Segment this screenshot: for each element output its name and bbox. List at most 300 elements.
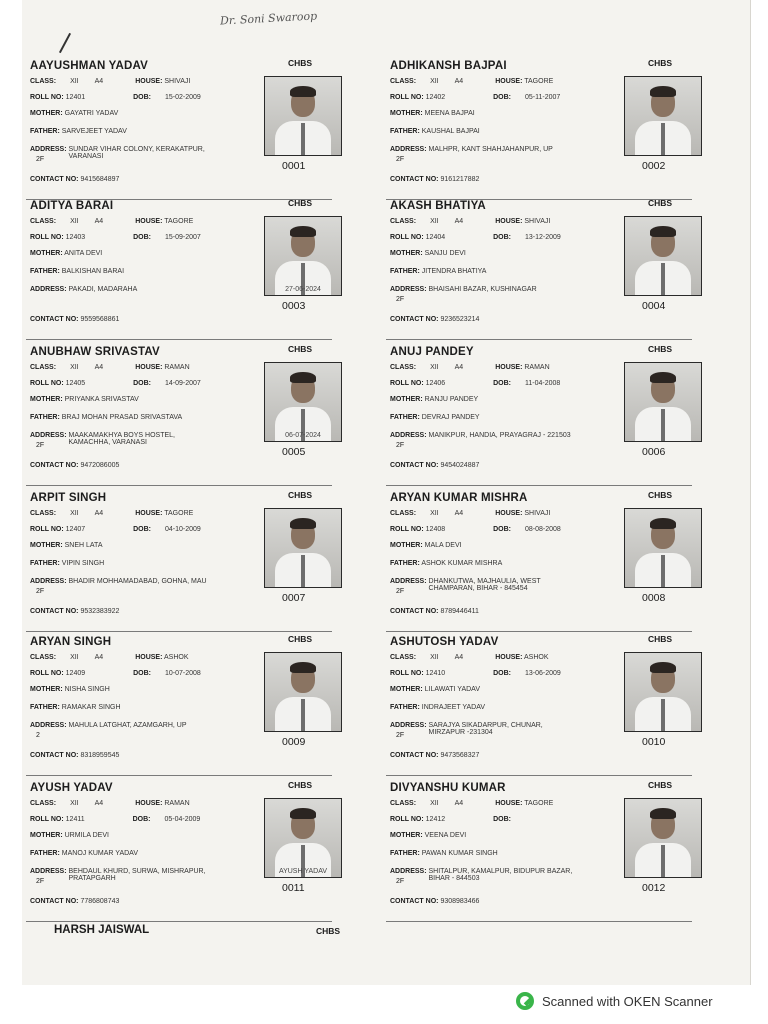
class-label: CLASS: — [30, 218, 57, 225]
student-photo — [624, 508, 702, 588]
address-row — [390, 722, 579, 736]
photo-hair — [650, 86, 676, 97]
section-value: A4 — [94, 800, 104, 807]
house-value: ASHOK — [523, 654, 549, 661]
student-card — [386, 342, 706, 480]
contact-value: 7786808743 — [80, 898, 120, 905]
address-label: ADDRESS: — [390, 432, 427, 439]
father-label: FATHER: — [30, 704, 60, 711]
address-row — [30, 578, 219, 585]
father-label: FATHER: — [30, 560, 60, 567]
roll-row — [390, 816, 525, 823]
contact-value: 9532383922 — [80, 608, 120, 615]
father-row — [30, 414, 182, 421]
roll-label: ROLL NO: — [30, 380, 64, 387]
contact-value: 9415684897 — [80, 176, 120, 183]
contact-value: 9236523214 — [440, 316, 480, 323]
mother-value: MALA DEVI — [424, 542, 462, 549]
card-divider — [26, 921, 332, 922]
roll-row — [30, 816, 200, 823]
roll-value: 12401 — [65, 94, 86, 101]
mother-value: SANJU DEVI — [424, 250, 466, 257]
class-row — [30, 510, 193, 517]
mother-label: MOTHER: — [390, 110, 423, 117]
student-card — [26, 632, 346, 770]
class-row — [30, 78, 190, 85]
school-code: CHBS — [288, 344, 313, 354]
class-label: CLASS: — [390, 218, 417, 225]
dob-value: 05-11-2007 — [525, 94, 561, 101]
card-divider — [26, 485, 332, 486]
section-value: A4 — [454, 510, 464, 517]
school-code: CHBS — [648, 634, 673, 644]
roll-label: ROLL NO: — [30, 816, 64, 823]
roll-row — [30, 526, 201, 533]
father-row — [390, 268, 486, 275]
contact-row — [390, 898, 479, 905]
class-row — [30, 800, 190, 807]
father-value: BALKISHAN BARAI — [61, 268, 125, 275]
dob-label: DOB: — [133, 234, 152, 241]
dob-label: DOB: — [493, 670, 512, 677]
photo-tie — [661, 699, 665, 731]
school-code: CHBS — [288, 780, 313, 790]
school-code: CHBS — [288, 58, 313, 68]
father-label: FATHER: — [390, 704, 420, 711]
student-photo — [264, 216, 342, 296]
dob-value: 13-06-2009 — [525, 670, 561, 677]
student-card — [386, 196, 706, 334]
serial-number: 0003 — [282, 300, 306, 312]
roll-row — [30, 380, 201, 387]
school-code: CHBS — [288, 198, 313, 208]
roll-value: 12409 — [65, 670, 86, 677]
photo-hair — [650, 226, 676, 237]
card-divider — [26, 775, 332, 776]
house-label: HOUSE: — [135, 218, 163, 225]
class-label: CLASS: — [390, 364, 417, 371]
roll-row — [30, 94, 201, 101]
class-value: XII — [430, 218, 439, 225]
house-label: HOUSE: — [495, 654, 523, 661]
student-name: DIVYANSHU KUMAR — [390, 782, 506, 794]
mother-value: RANJU PANDEY — [424, 396, 479, 403]
student-photo — [624, 76, 702, 156]
class-label: CLASS: — [30, 364, 57, 371]
dob-value: 10-07-2008 — [165, 670, 201, 677]
roll-row — [390, 94, 560, 101]
scanner-watermark — [516, 992, 713, 1010]
address-label: ADDRESS: — [390, 286, 427, 293]
student-name: AAYUSHMAN YADAV — [30, 60, 149, 72]
father-label: FATHER: — [30, 414, 60, 421]
roll-value: 12403 — [65, 234, 86, 241]
address-label: ADDRESS: — [390, 722, 427, 729]
father-label: FATHER: — [30, 268, 60, 275]
student-card — [26, 342, 346, 480]
class-label: CLASS: — [390, 78, 417, 85]
class-value: XII — [430, 78, 439, 85]
photo-tie — [661, 123, 665, 155]
roll-value: 12405 — [65, 380, 86, 387]
serial-number: 0004 — [642, 300, 666, 312]
mother-row — [390, 542, 462, 549]
roll-label: ROLL NO: — [390, 670, 424, 677]
student-card — [26, 778, 346, 916]
student-card — [26, 196, 346, 334]
mother-label: MOTHER: — [390, 542, 423, 549]
photo-hair — [650, 808, 676, 819]
address-row — [390, 578, 579, 592]
father-value: RAMAKAR SINGH — [61, 704, 121, 711]
house-value: TAGORE — [524, 800, 554, 807]
student-name: ADHIKANSH BAJPAI — [390, 60, 507, 72]
mother-row — [390, 250, 466, 257]
dob-value: 15-02-2009 — [165, 94, 201, 101]
mother-label: MOTHER: — [390, 250, 423, 257]
father-value: MANOJ KUMAR YADAV — [61, 850, 138, 857]
serial-number: 0009 — [282, 736, 306, 748]
contact-value: 8318959545 — [80, 752, 120, 759]
student-card — [386, 632, 706, 770]
address-value: SUNDAR VIHAR COLONY, KERAKATPUR, VARANASI — [68, 146, 205, 160]
serial-number: 0008 — [642, 592, 666, 604]
dob-label: DOB: — [133, 94, 152, 101]
student-photo — [264, 76, 342, 156]
class-value: XII — [430, 510, 439, 517]
contact-row — [390, 752, 479, 759]
class-label: CLASS: — [30, 78, 57, 85]
father-row — [30, 560, 104, 567]
address-label: ADDRESS: — [30, 432, 67, 439]
address-row — [390, 868, 579, 882]
father-row — [390, 850, 498, 857]
roll-row — [30, 670, 201, 677]
father-label: FATHER: — [390, 850, 420, 857]
house-value: RAMAN — [164, 364, 190, 371]
house-label: HOUSE: — [135, 364, 163, 371]
address-row — [30, 868, 219, 882]
student-photo — [624, 216, 702, 296]
mother-row — [30, 110, 118, 117]
mother-value: VEENA DEVI — [424, 832, 467, 839]
school-code: CHBS — [648, 198, 673, 208]
student-photo — [624, 362, 702, 442]
dob-value: 05-04-2009 — [164, 816, 201, 823]
contact-value: 8789446411 — [440, 608, 479, 615]
contact-label: CONTACT NO: — [30, 898, 79, 905]
roll-value: 12411 — [65, 816, 85, 823]
address-note: 2F — [36, 156, 45, 163]
student-photo — [264, 508, 342, 588]
father-value: VIPIN SINGH — [61, 560, 105, 567]
house-label: HOUSE: — [135, 800, 163, 807]
address-label: ADDRESS: — [30, 286, 67, 293]
address-value: MANIKPUR, HANDIA, PRAYAGRAJ - 221503 — [428, 432, 571, 439]
class-value: XII — [70, 510, 79, 517]
mother-value: MEENA BAJPAI — [424, 110, 475, 117]
roll-row — [30, 234, 201, 241]
oken-logo-icon — [516, 992, 534, 1010]
address-value: SHITALPUR, KAMALPUR, BIDUPUR BAZAR, BIHAR - 844503 — [428, 868, 573, 882]
school-code: CHBS — [648, 780, 673, 790]
student-name: ARYAN KUMAR MISHRA — [390, 492, 528, 504]
dob-label: DOB: — [493, 380, 512, 387]
house-label: HOUSE: — [135, 654, 163, 661]
address-note: 2F — [396, 296, 405, 303]
address-label: ADDRESS: — [390, 868, 427, 875]
house-label: HOUSE: — [495, 218, 523, 225]
roll-value: 12407 — [65, 526, 86, 533]
dob-value: 13-12-2009 — [525, 234, 561, 241]
photo-stamp: AYUSH YADAV — [278, 868, 328, 875]
photo-tie — [661, 555, 665, 587]
class-label: CLASS: — [30, 654, 57, 661]
mother-value: GAYATRI YADAV — [64, 110, 119, 117]
photo-hair — [290, 226, 316, 237]
contact-row — [390, 608, 479, 615]
dob-label: DOB: — [493, 816, 512, 823]
student-card — [386, 56, 706, 194]
class-row — [390, 654, 549, 661]
roll-label: ROLL NO: — [390, 234, 424, 241]
mother-label: MOTHER: — [30, 832, 63, 839]
scanner-text: Scanned with OKEN Scanner — [542, 993, 713, 1009]
mother-label: MOTHER: — [30, 542, 63, 549]
address-value: BEHDAUL KHURD, SURWA, MISHRAPUR, PRATAPGARH — [68, 868, 206, 882]
address-note: 2F — [36, 878, 45, 885]
mother-value: URMILA DEVI — [64, 832, 109, 839]
dob-label: DOB: — [493, 94, 512, 101]
address-value: MAAKAMAKHYA BOYS HOSTEL, KAMACHHA, VARANASI — [68, 432, 175, 446]
photo-hair — [290, 86, 316, 97]
roll-row — [390, 234, 561, 241]
student-name: ANUBHAW SRIVASTAV — [30, 346, 160, 358]
class-value: XII — [70, 218, 79, 225]
father-label: FATHER: — [30, 128, 60, 135]
serial-number: 0007 — [282, 592, 306, 604]
house-label: HOUSE: — [495, 364, 523, 371]
next-student-name: HARSH JAISWAL — [54, 924, 150, 936]
roll-value: 12406 — [425, 380, 446, 387]
photo-tie — [661, 409, 665, 441]
house-label: HOUSE: — [495, 800, 523, 807]
class-label: CLASS: — [390, 800, 417, 807]
contact-row — [390, 316, 479, 323]
address-value: DHANKUTWA, MAJHAULIA, WEST CHAMPARAN, BIHAR - 845454 — [428, 578, 541, 592]
dob-value: 11-04-2008 — [525, 380, 561, 387]
contact-row — [30, 608, 119, 615]
card-divider — [26, 339, 332, 340]
address-value: MALHPR, KANT SHAHJAHANPUR, UP — [428, 146, 553, 153]
father-row — [390, 128, 480, 135]
section-value: A4 — [454, 364, 464, 371]
roll-value: 12404 — [425, 234, 446, 241]
mother-label: MOTHER: — [30, 396, 63, 403]
photo-tie — [301, 123, 305, 155]
class-value: XII — [430, 654, 439, 661]
mother-row — [390, 396, 478, 403]
house-label: HOUSE: — [135, 78, 163, 85]
section-value: A4 — [454, 78, 464, 85]
serial-number: 0011 — [282, 882, 305, 894]
house-value: SHIVAJI — [164, 78, 191, 85]
address-value: BHAISAHI BAZAR, KUSHINAGAR — [428, 286, 537, 293]
school-code: CHBS — [288, 490, 313, 500]
mother-value: ANITA DEVI — [64, 250, 103, 257]
serial-number: 0010 — [642, 736, 666, 748]
house-label: HOUSE: — [495, 510, 523, 517]
class-value: XII — [430, 364, 439, 371]
father-label: FATHER: — [30, 850, 60, 857]
address-label: ADDRESS: — [30, 578, 67, 585]
class-label: CLASS: — [30, 510, 57, 517]
contact-label: CONTACT NO: — [30, 752, 79, 759]
school-code: CHBS — [648, 490, 673, 500]
address-note: 2F — [396, 442, 405, 449]
dob-label: DOB: — [132, 816, 151, 823]
mother-value: LILAWATI YADAV — [424, 686, 480, 693]
contact-label: CONTACT NO: — [390, 316, 439, 323]
school-code: CHBS — [648, 344, 673, 354]
father-value: PAWAN KUMAR SINGH — [421, 850, 498, 857]
student-name: ARYAN SINGH — [30, 636, 112, 648]
card-divider — [386, 339, 692, 340]
mother-label: MOTHER: — [390, 396, 423, 403]
photo-hair — [290, 372, 316, 383]
photo-hair — [290, 808, 316, 819]
photo-tie — [661, 845, 665, 877]
class-row — [30, 364, 190, 371]
house-value: RAMAN — [524, 364, 550, 371]
roll-value: 12412 — [425, 816, 446, 823]
mother-row — [390, 686, 480, 693]
father-row — [390, 704, 485, 711]
student-photo — [264, 362, 342, 442]
class-label: CLASS: — [390, 654, 417, 661]
next-student-chbs: CHBS — [316, 926, 341, 936]
roll-label: ROLL NO: — [30, 670, 64, 677]
photo-hair — [290, 662, 316, 673]
father-value: JITENDRA BHATIYA — [421, 268, 487, 275]
father-row — [390, 414, 480, 421]
student-photo — [624, 798, 702, 878]
class-label: CLASS: — [390, 510, 417, 517]
contact-label: CONTACT NO: — [390, 462, 439, 469]
dob-label: DOB: — [133, 526, 152, 533]
section-value: A4 — [94, 218, 104, 225]
contact-value: 9454024887 — [440, 462, 480, 469]
dob-value: 08-08-2008 — [525, 526, 561, 533]
address-note: 2F — [36, 442, 45, 449]
school-code: CHBS — [648, 58, 673, 68]
contact-row — [390, 176, 479, 183]
student-name: AKASH BHATIYA — [390, 200, 486, 212]
student-card — [26, 56, 346, 194]
roll-value: 12410 — [425, 670, 446, 677]
contact-row — [30, 316, 119, 323]
address-row — [30, 432, 219, 446]
address-row — [390, 286, 579, 293]
student-name: ASHUTOSH YADAV — [390, 636, 499, 648]
section-value: A4 — [94, 654, 104, 661]
house-value: ASHOK — [163, 654, 189, 661]
roll-row — [390, 670, 561, 677]
contact-row — [30, 752, 119, 759]
mother-value: NISHA SINGH — [64, 686, 110, 693]
contact-label: CONTACT NO: — [390, 898, 439, 905]
father-value: INDRAJEET YADAV — [421, 704, 486, 711]
dob-value: 14-09-2007 — [165, 380, 201, 387]
address-note: 2F — [36, 588, 45, 595]
father-row — [30, 850, 138, 857]
serial-number: 0006 — [642, 446, 666, 458]
contact-row — [30, 462, 119, 469]
section-value: A4 — [454, 654, 464, 661]
mother-row — [390, 110, 475, 117]
mother-row — [30, 832, 109, 839]
house-label: HOUSE: — [495, 78, 523, 85]
contact-label: CONTACT NO: — [390, 608, 439, 615]
roll-label: ROLL NO: — [30, 94, 64, 101]
roll-label: ROLL NO: — [390, 816, 424, 823]
address-row — [30, 722, 219, 729]
contact-row — [30, 898, 119, 905]
card-divider — [386, 921, 692, 922]
mother-label: MOTHER: — [30, 110, 63, 117]
serial-number: 0005 — [282, 446, 306, 458]
contact-label: CONTACT NO: — [30, 608, 79, 615]
mother-value: SNEH LATA — [64, 542, 103, 549]
contact-label: CONTACT NO: — [390, 752, 439, 759]
photo-tie — [301, 555, 305, 587]
address-label: ADDRESS: — [30, 868, 67, 875]
dob-label: DOB: — [133, 670, 152, 677]
section-value: A4 — [454, 218, 464, 225]
class-row — [390, 364, 550, 371]
contact-value: 9559568861 — [80, 316, 120, 323]
student-name: AYUSH YADAV — [30, 782, 113, 794]
contact-label: CONTACT NO: — [30, 316, 79, 323]
address-note: 2F — [396, 156, 405, 163]
class-row — [390, 800, 553, 807]
father-label: FATHER: — [390, 414, 420, 421]
father-value: DEVRAJ PANDEY — [421, 414, 480, 421]
student-card — [26, 488, 346, 626]
class-label: CLASS: — [30, 800, 57, 807]
address-note: 2F — [396, 588, 405, 595]
contact-value: 9308983466 — [440, 898, 480, 905]
contact-label: CONTACT NO: — [30, 176, 79, 183]
class-value: XII — [430, 800, 439, 807]
photo-stamp: 06-07-2024 — [285, 432, 321, 439]
section-value: A4 — [94, 510, 104, 517]
handwritten-heading: Dr. Soni Swaroop — [219, 9, 318, 28]
mother-value: PRIYANKA SRIVASTAV — [64, 396, 139, 403]
section-value: A4 — [94, 78, 104, 85]
roll-label: ROLL NO: — [30, 526, 64, 533]
mother-row — [30, 542, 103, 549]
mother-row — [30, 250, 102, 257]
mother-label: MOTHER: — [390, 686, 423, 693]
class-row — [30, 218, 193, 225]
class-value: XII — [70, 78, 79, 85]
photo-hair — [650, 372, 676, 383]
father-row — [30, 128, 127, 135]
address-row — [390, 432, 579, 439]
address-value: PAKADI, MADARAHA — [68, 286, 138, 293]
photo-stamp: 27-06-2024 — [285, 286, 321, 293]
